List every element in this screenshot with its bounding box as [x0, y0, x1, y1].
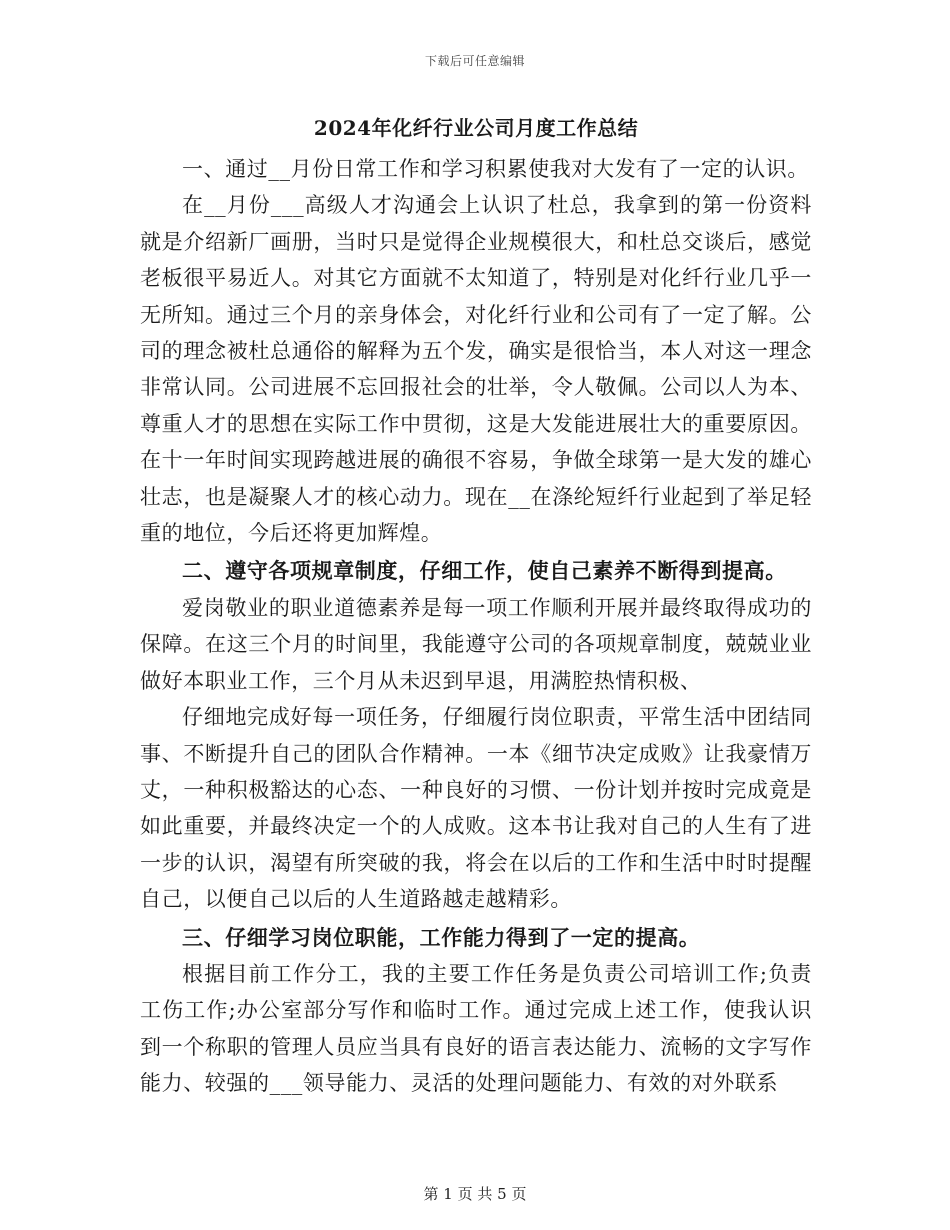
header-note: 下载后可任意编辑 [424, 54, 525, 68]
page-number: 第 1 页 共 5 页 [423, 1185, 527, 1203]
paragraph-work-ethic: 爱岗敬业的职业道德素养是每一项工作顺利开展并最终取得成功的保障。在这三个月的时间里，我能遵守公司的各项规章制度，兢兢业业做好本职业工作，三个月从未迟到早退，用满腔热情积极、 [140, 595, 812, 693]
paragraph-company-understanding: 在__月份___高级人才沟通会上认识了杜总，我拿到的第一份资料就是介绍新厂画册，当时只是觉得企业规模很大，和杜总交谈后，感觉老板很平易近人。对其它方面就不太知道了，特别是对化纤行业几乎一无所知。通过三个月的亲身体会，对化纤行业和公司有了一定了解。公司的理念被杜总通俗的解释为五个发，确实是很恰当，本人对这一理念非常认同。公司进展不忘回报社会的壮举，令人敬佩。公司以人为本、尊重人才的思想在实际工作中贯彻，这是大发能进展壮大的重要原因。在十一年时间实现跨越进展的确很不容易，争做全球第一是大发的雄心壮志，也是凝聚人才的核心动力。现在__在涤纶短纤行业起到了举足轻重的地位，今后还将更加辉煌。 [140, 193, 812, 546]
paragraph-details: 仔细地完成好每一项任务，仔细履行岗位职责，平常生活中团结同事、不断提升自己的团队合作精神。一本《细节决定成败》让我豪情万丈，一种积极豁达的心态、一种良好的习惯、一份计划并按时完成竟是如此重要，并最终决定一个的人成败。这本书让我对自己的人生有了进一步的认识，渴望有所突破的我，将会在以后的工作和生活中时时提醒自己，以便自己以后的人生道路越走越精彩。 [140, 705, 812, 912]
page-title: 2024年化纤行业公司月度工作总结 [313, 116, 639, 140]
paragraph-intro: 一、通过__月份日常工作和学习积累使我对大发有了一定的认识。 [182, 157, 809, 181]
paragraph-duties: 根据目前工作分工，我的主要工作任务是负责公司培训工作;负责工伤工作;办公室部分写作和临时工作。通过完成上述工作，使我认识到一个称职的管理人员应当具有良好的语言表达能力、流畅的文字写作能力、较强的___领导能力、灵活的处理问题能力、有效的对外联系 [140, 961, 812, 1096]
section-heading-rules: 二、遵守各项规章制度，仔细工作，使自己素养不断得到提高。 [182, 558, 787, 584]
section-heading-skills: 三、仔细学习岗位职能，工作能力得到了一定的提高。 [182, 924, 701, 950]
document-body [140, 112, 812, 1102]
